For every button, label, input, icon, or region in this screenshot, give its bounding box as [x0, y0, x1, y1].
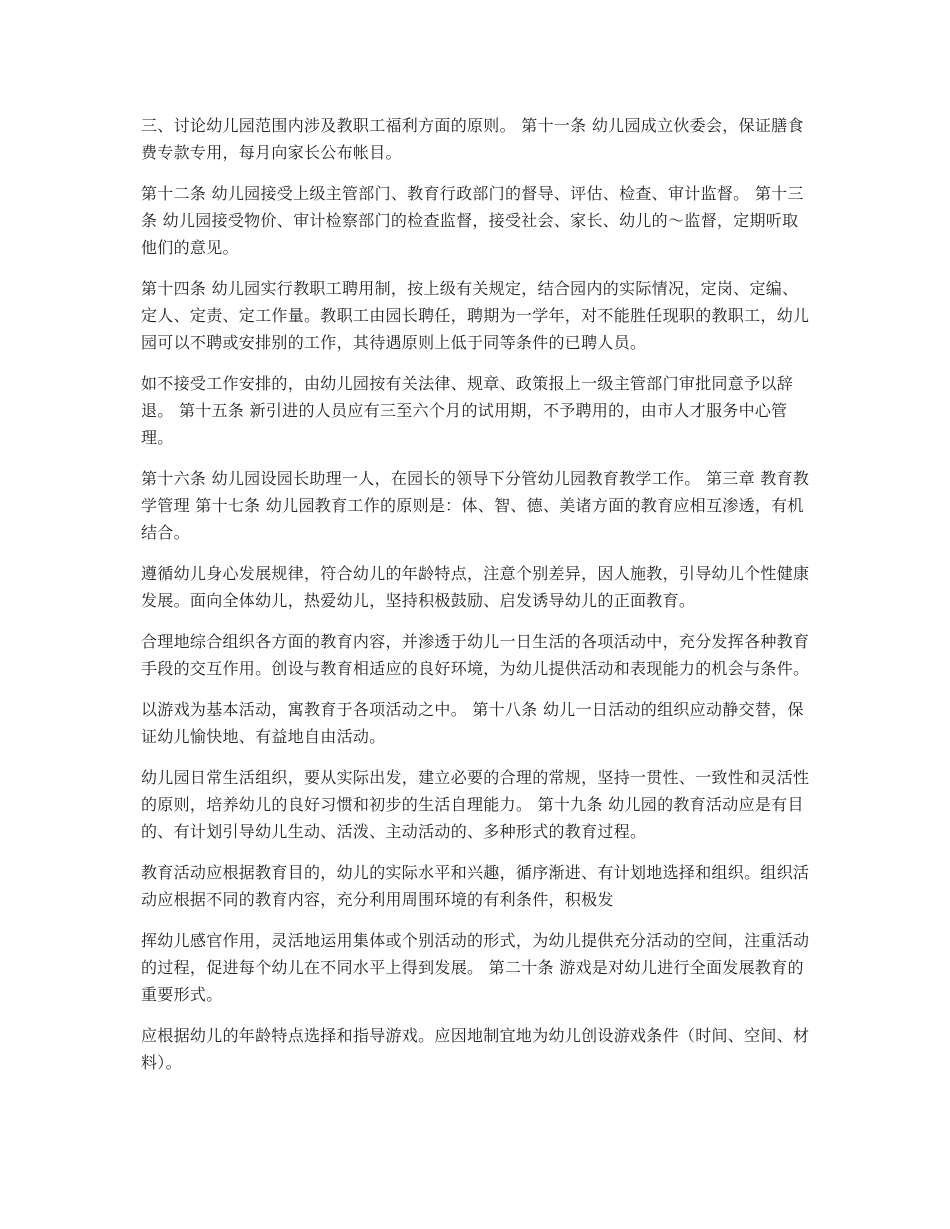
- paragraph-8: 以游戏为基本活动，寓教育于各项活动之中。 第十八条 幼儿一日活动的组织应动静交替，保证幼儿愉快地、有益地自由活动。: [141, 700, 804, 746]
- paragraph-9: 幼儿园日常生活组织，要从实际出发，建立必要的合理的常规，坚持一贯性、一致性和灵活性的原则，培养幼儿的良好习惯和初步的生活自理能力。 第十九条 幼儿园的教育活动应是有目的、有计划引导幼儿生动、活泼、主动活动的、多种形式的教育过程。: [141, 768, 810, 841]
- paragraph-4: 如不接受工作安排的，由幼儿园按有关法律、规章、政策报上一级主管部门审批同意予以辞退。 第十五条 新引进的人员应有三至六个月的试用期，不予聘用的，由市人才服务中心管理。: [141, 374, 794, 447]
- paragraph-5: 第十六条 幼儿园设园长助理一人，在园长的领导下分管幼儿园教育教学工作。 第三章 教育教学管理 第十七条 幼儿园教育工作的原则是：体、智、德、美诸方面的教育应相互渗透，有机结合。: [141, 469, 810, 542]
- paragraph-6: 遵循幼儿身心发展规律，符合幼儿的年龄特点，注意个别差异，因人施教，引导幼儿个性健康发展。面向全体幼儿，热爱幼儿，坚持积极鼓励、启发诱导幼儿的正面教育。: [141, 564, 810, 610]
- paragraph-12: 应根据幼儿的年龄特点选择和指导游戏。应因地制宜地为幼儿创设游戏条件（时间、空间、材料）。: [141, 1026, 810, 1072]
- paragraph-10: 教育活动应根据教育目的，幼儿的实际水平和兴趣，循序渐进、有计划地选择和组织。组织活动应根据不同的教育内容，充分利用周围环境的有利条件，积极发: [141, 863, 810, 909]
- paragraph-3: 第十四条 幼儿园实行教职工聘用制，按上级有关规定，结合园内的实际情况，定岗、定编、定人、定责、定工作量。教职工由园长聘任，聘期为一学年，对不能胜任现职的教职工，幼儿园可以不聘或安排别的工作，其待遇原则上低于同等条件的已聘人员。: [141, 279, 810, 352]
- paragraph-11: 挥幼儿感官作用，灵活地运用集体或个别活动的形式，为幼儿提供充分活动的空间，注重活动的过程，促进每个幼儿在不同水平上得到发展。 第二十条 游戏是对幼儿进行全面发展教育的重要形式。: [141, 931, 810, 1004]
- paragraph-2: 第十二条 幼儿园接受上级主管部门、教育行政部门的督导、评估、检查、审计监督。 第十三条 幼儿园接受物价、审计检察部门的检查监督，接受社会、家长、幼儿的～监督，定期听取他们的意见。: [141, 184, 804, 257]
- paragraph-1: 三、讨论幼儿园范围内涉及教职工福利方面的原则。 第十一条 幼儿园成立伙委会，保证膳食费专款专用，每月向家长公布帐目。: [141, 116, 804, 162]
- paragraph-7: 合理地综合组织各方面的教育内容，并渗透于幼儿一日生活的各项活动中，充分发挥各种教育手段的交互作用。创设与教育相适应的良好环境，为幼儿提供活动和表现能力的机会与条件。: [141, 632, 810, 678]
- document-body: [141, 112, 813, 1090]
